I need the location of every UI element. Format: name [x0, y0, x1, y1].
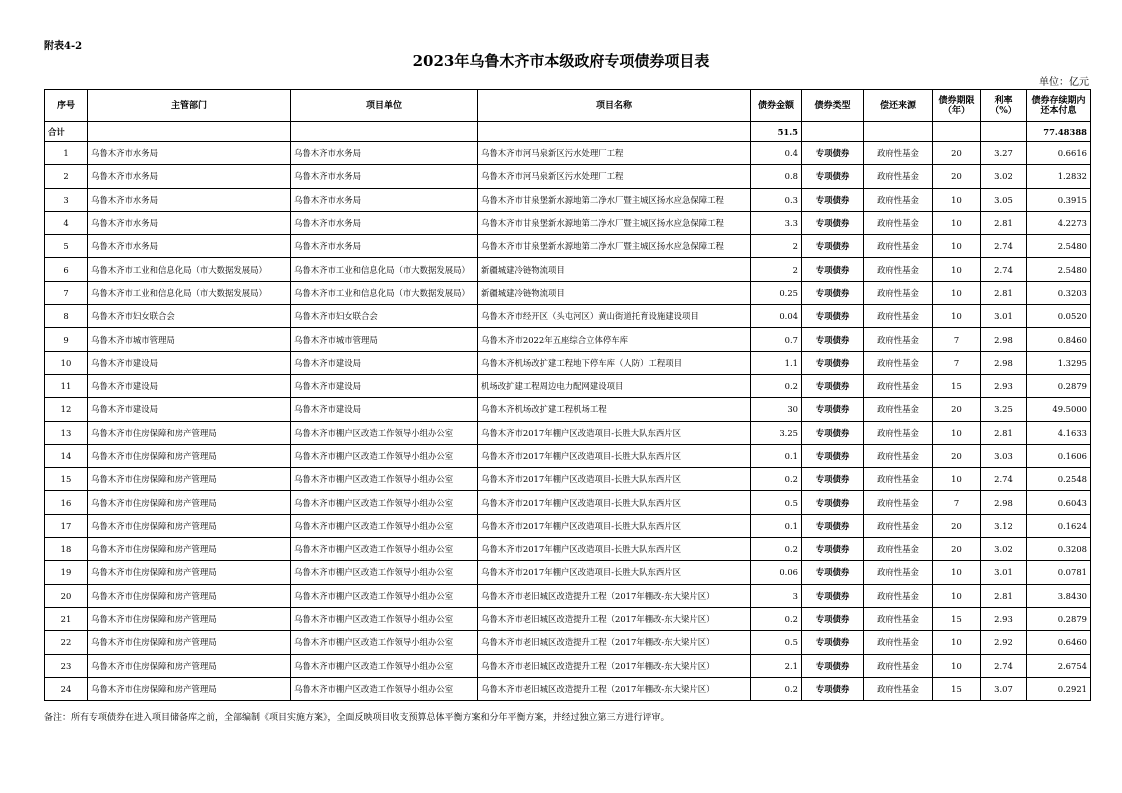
cell-dept: 乌鲁木齐市住房保障和房产管理局	[88, 677, 291, 700]
cell-amount: 0.5	[751, 491, 802, 514]
cell-repay: 2.5480	[1027, 258, 1091, 281]
header-name: 项目名称	[478, 90, 751, 122]
cell-seq: 20	[45, 584, 88, 607]
cell-name: 乌鲁木齐市2017年棚户区改造项目-长胜大队东西片区	[478, 421, 751, 444]
cell-amount: 0.1	[751, 444, 802, 467]
cell-name: 乌鲁木齐市老旧城区改造提升工程（2017年棚改-东大梁片区）	[478, 631, 751, 654]
cell-seq: 21	[45, 607, 88, 630]
header-amount: 债券金额	[751, 90, 802, 122]
cell-seq: 10	[45, 351, 88, 374]
cell-dept: 乌鲁木齐市建设局	[88, 398, 291, 421]
cell-rate: 3.07	[981, 677, 1027, 700]
cell-seq: 18	[45, 538, 88, 561]
cell-type: 专项债券	[802, 677, 864, 700]
cell-name: 新疆城建冷链物流项目	[478, 281, 751, 304]
cell-seq: 2	[45, 165, 88, 188]
cell-type: 专项债券	[802, 188, 864, 211]
cell-term: 10	[933, 631, 981, 654]
cell-repay: 0.0520	[1027, 305, 1091, 328]
cell-seq: 24	[45, 677, 88, 700]
cell-repay: 0.3208	[1027, 538, 1091, 561]
cell-source: 政府性基金	[864, 281, 933, 304]
cell-term: 20	[933, 398, 981, 421]
cell-source: 政府性基金	[864, 538, 933, 561]
cell-term: 20	[933, 538, 981, 561]
total-label: 合计	[45, 122, 88, 142]
cell-type: 专项债券	[802, 491, 864, 514]
cell-repay: 0.2548	[1027, 468, 1091, 491]
cell-unit: 乌鲁木齐市棚户区改造工作领导小组办公室	[291, 421, 478, 444]
cell-repay: 3.8430	[1027, 584, 1091, 607]
cell-seq: 5	[45, 235, 88, 258]
cell-source: 政府性基金	[864, 398, 933, 421]
cell-name: 乌鲁木齐市2017年棚户区改造项目-长胜大队东西片区	[478, 514, 751, 537]
cell-repay: 49.5000	[1027, 398, 1091, 421]
cell-type: 专项债券	[802, 584, 864, 607]
footnote: 备注：所有专项债券在进入项目储备库之前，全部编制《项目实施方案》，全面反映项目收支预算总体平衡方案和分年平衡方案，并经过独立第三方进行评审。	[44, 713, 670, 723]
cell-name: 乌鲁木齐市老旧城区改造提升工程（2017年棚改-东大梁片区）	[478, 607, 751, 630]
cell-amount: 3.3	[751, 211, 802, 234]
cell-amount: 2	[751, 235, 802, 258]
total-row	[45, 122, 1091, 142]
cell-type: 专项债券	[802, 561, 864, 584]
cell-amount: 0.8	[751, 165, 802, 188]
cell-seq: 17	[45, 514, 88, 537]
cell-type: 专项债券	[802, 142, 864, 165]
cell-repay: 0.2921	[1027, 677, 1091, 700]
cell-rate: 2.74	[981, 654, 1027, 677]
cell-dept: 乌鲁木齐市水务局	[88, 211, 291, 234]
cell-term: 15	[933, 677, 981, 700]
cell-source: 政府性基金	[864, 328, 933, 351]
cell-unit: 乌鲁木齐市棚户区改造工作领导小组办公室	[291, 677, 478, 700]
table-row	[45, 305, 1091, 328]
cell-name: 乌鲁木齐市2017年棚户区改造项目-长胜大队东西片区	[478, 491, 751, 514]
cell-amount: 0.04	[751, 305, 802, 328]
header-rate: 利率（%）	[981, 90, 1027, 122]
cell-seq: 6	[45, 258, 88, 281]
cell-type: 专项债券	[802, 235, 864, 258]
cell-rate: 2.81	[981, 584, 1027, 607]
cell-unit: 乌鲁木齐市妇女联合会	[291, 305, 478, 328]
cell-repay: 0.3203	[1027, 281, 1091, 304]
cell-rate: 3.01	[981, 305, 1027, 328]
cell-dept: 乌鲁木齐市水务局	[88, 165, 291, 188]
cell-seq: 15	[45, 468, 88, 491]
cell-dept: 乌鲁木齐市建设局	[88, 374, 291, 397]
table-row	[45, 374, 1091, 397]
cell-repay: 0.3915	[1027, 188, 1091, 211]
header-seq: 序号	[45, 90, 88, 122]
cell-dept: 乌鲁木齐市水务局	[88, 235, 291, 258]
cell-seq: 9	[45, 328, 88, 351]
cell-seq: 4	[45, 211, 88, 234]
cell-source: 政府性基金	[864, 561, 933, 584]
cell-name: 乌鲁木齐市经开区（头屯河区）黄山街道托育设施建设项目	[478, 305, 751, 328]
total-type	[802, 122, 864, 142]
cell-unit: 乌鲁木齐市工业和信息化局（市大数据发展局）	[291, 281, 478, 304]
cell-rate: 2.98	[981, 328, 1027, 351]
cell-rate: 2.81	[981, 281, 1027, 304]
cell-repay: 4.2273	[1027, 211, 1091, 234]
cell-term: 10	[933, 235, 981, 258]
table-row	[45, 631, 1091, 654]
cell-source: 政府性基金	[864, 491, 933, 514]
cell-term: 10	[933, 468, 981, 491]
cell-source: 政府性基金	[864, 258, 933, 281]
cell-amount: 0.2	[751, 468, 802, 491]
cell-unit: 乌鲁木齐市棚户区改造工作领导小组办公室	[291, 584, 478, 607]
cell-name: 乌鲁木齐市老旧城区改造提升工程（2017年棚改-东大梁片区）	[478, 677, 751, 700]
table-row	[45, 258, 1091, 281]
cell-repay: 0.6460	[1027, 631, 1091, 654]
cell-name: 新疆城建冷链物流项目	[478, 258, 751, 281]
cell-rate: 2.81	[981, 421, 1027, 444]
cell-term: 20	[933, 514, 981, 537]
table-row	[45, 607, 1091, 630]
cell-dept: 乌鲁木齐市工业和信息化局（市大数据发展局）	[88, 258, 291, 281]
cell-rate: 3.25	[981, 398, 1027, 421]
cell-repay: 0.0781	[1027, 561, 1091, 584]
header-dept: 主管部门	[88, 90, 291, 122]
cell-term: 10	[933, 281, 981, 304]
cell-type: 专项债券	[802, 328, 864, 351]
cell-type: 专项债券	[802, 374, 864, 397]
cell-term: 10	[933, 305, 981, 328]
cell-term: 10	[933, 258, 981, 281]
cell-rate: 2.93	[981, 374, 1027, 397]
cell-seq: 16	[45, 491, 88, 514]
cell-repay: 0.1606	[1027, 444, 1091, 467]
header-repay: 债券存续期内还本付息	[1027, 90, 1091, 122]
total-unit	[291, 122, 478, 142]
cell-repay: 2.5480	[1027, 235, 1091, 258]
cell-term: 15	[933, 607, 981, 630]
cell-term: 10	[933, 561, 981, 584]
cell-rate: 3.03	[981, 444, 1027, 467]
cell-type: 专项债券	[802, 258, 864, 281]
cell-amount: 0.25	[751, 281, 802, 304]
unit-label: 单位：亿元	[1039, 77, 1089, 88]
annex-label: 附表4-2	[44, 41, 83, 52]
cell-source: 政府性基金	[864, 351, 933, 374]
cell-amount: 0.4	[751, 142, 802, 165]
cell-dept: 乌鲁木齐市住房保障和房产管理局	[88, 607, 291, 630]
cell-term: 20	[933, 444, 981, 467]
cell-name: 乌鲁木齐市甘泉堡新水源地第二净水厂暨主城区扬水应急保障工程	[478, 211, 751, 234]
cell-name: 乌鲁木齐市老旧城区改造提升工程（2017年棚改-东大梁片区）	[478, 654, 751, 677]
cell-seq: 19	[45, 561, 88, 584]
cell-name: 乌鲁木齐市甘泉堡新水源地第二净水厂暨主城区扬水应急保障工程	[478, 188, 751, 211]
cell-dept: 乌鲁木齐市城市管理局	[88, 328, 291, 351]
cell-term: 7	[933, 351, 981, 374]
cell-repay: 2.6754	[1027, 654, 1091, 677]
cell-type: 专项债券	[802, 538, 864, 561]
cell-name: 乌鲁木齐市2017年棚户区改造项目-长胜大队东西片区	[478, 561, 751, 584]
cell-amount: 2	[751, 258, 802, 281]
cell-unit: 乌鲁木齐市棚户区改造工作领导小组办公室	[291, 607, 478, 630]
cell-dept: 乌鲁木齐市住房保障和房产管理局	[88, 468, 291, 491]
cell-seq: 7	[45, 281, 88, 304]
cell-amount: 3.25	[751, 421, 802, 444]
cell-unit: 乌鲁木齐市城市管理局	[291, 328, 478, 351]
cell-seq: 8	[45, 305, 88, 328]
cell-name: 乌鲁木齐市老旧城区改造提升工程（2017年棚改-东大梁片区）	[478, 584, 751, 607]
header-term: 债券期限（年）	[933, 90, 981, 122]
cell-term: 7	[933, 328, 981, 351]
total-amount: 51.5	[751, 122, 802, 142]
cell-unit: 乌鲁木齐市水务局	[291, 142, 478, 165]
cell-name: 乌鲁木齐市河马泉新区污水处理厂工程	[478, 165, 751, 188]
cell-amount: 0.1	[751, 514, 802, 537]
cell-dept: 乌鲁木齐市妇女联合会	[88, 305, 291, 328]
page-title: 2023年乌鲁木齐市本级政府专项债券项目表	[412, 52, 710, 70]
cell-dept: 乌鲁木齐市住房保障和房产管理局	[88, 421, 291, 444]
cell-rate: 2.74	[981, 258, 1027, 281]
cell-unit: 乌鲁木齐市水务局	[291, 211, 478, 234]
cell-repay: 0.1624	[1027, 514, 1091, 537]
cell-amount: 0.2	[751, 677, 802, 700]
cell-type: 专项债券	[802, 631, 864, 654]
cell-term: 10	[933, 211, 981, 234]
cell-source: 政府性基金	[864, 305, 933, 328]
cell-seq: 13	[45, 421, 88, 444]
cell-repay: 0.8460	[1027, 328, 1091, 351]
cell-source: 政府性基金	[864, 654, 933, 677]
cell-name: 乌鲁木齐市2017年棚户区改造项目-长胜大队东西片区	[478, 468, 751, 491]
cell-source: 政府性基金	[864, 211, 933, 234]
cell-dept: 乌鲁木齐市住房保障和房产管理局	[88, 514, 291, 537]
cell-unit: 乌鲁木齐市棚户区改造工作领导小组办公室	[291, 561, 478, 584]
cell-repay: 1.3295	[1027, 351, 1091, 374]
cell-unit: 乌鲁木齐市棚户区改造工作领导小组办公室	[291, 514, 478, 537]
cell-type: 专项债券	[802, 398, 864, 421]
cell-name: 乌鲁木齐市甘泉堡新水源地第二净水厂暨主城区扬水应急保障工程	[478, 235, 751, 258]
cell-dept: 乌鲁木齐市住房保障和房产管理局	[88, 491, 291, 514]
cell-rate: 2.98	[981, 491, 1027, 514]
cell-rate: 3.01	[981, 561, 1027, 584]
cell-source: 政府性基金	[864, 421, 933, 444]
table-row	[45, 188, 1091, 211]
cell-name: 乌鲁木齐市河马泉新区污水处理厂工程	[478, 142, 751, 165]
table-row	[45, 351, 1091, 374]
table-row	[45, 211, 1091, 234]
cell-rate: 2.92	[981, 631, 1027, 654]
cell-dept: 乌鲁木齐市工业和信息化局（市大数据发展局）	[88, 281, 291, 304]
cell-source: 政府性基金	[864, 677, 933, 700]
cell-repay: 4.1633	[1027, 421, 1091, 444]
cell-name: 乌鲁木齐机场改扩建工程地下停车库（人防）工程项目	[478, 351, 751, 374]
cell-amount: 0.2	[751, 538, 802, 561]
cell-rate: 2.81	[981, 211, 1027, 234]
cell-amount: 0.06	[751, 561, 802, 584]
cell-type: 专项债券	[802, 654, 864, 677]
cell-source: 政府性基金	[864, 188, 933, 211]
cell-source: 政府性基金	[864, 631, 933, 654]
table-row	[45, 561, 1091, 584]
cell-dept: 乌鲁木齐市住房保障和房产管理局	[88, 561, 291, 584]
cell-name: 乌鲁木齐市2017年棚户区改造项目-长胜大队东西片区	[478, 444, 751, 467]
cell-seq: 11	[45, 374, 88, 397]
cell-dept: 乌鲁木齐市住房保障和房产管理局	[88, 538, 291, 561]
cell-name: 乌鲁木齐机场改扩建工程机场工程	[478, 398, 751, 421]
table-row	[45, 142, 1091, 165]
cell-source: 政府性基金	[864, 514, 933, 537]
cell-amount: 1.1	[751, 351, 802, 374]
table-row	[45, 165, 1091, 188]
table-header-row	[45, 90, 1091, 122]
cell-type: 专项债券	[802, 305, 864, 328]
cell-amount: 0.7	[751, 328, 802, 351]
cell-rate: 3.02	[981, 538, 1027, 561]
table-row	[45, 514, 1091, 537]
cell-seq: 3	[45, 188, 88, 211]
cell-unit: 乌鲁木齐市棚户区改造工作领导小组办公室	[291, 491, 478, 514]
cell-dept: 乌鲁木齐市住房保障和房产管理局	[88, 584, 291, 607]
table-row	[45, 421, 1091, 444]
cell-name: 乌鲁木齐市2017年棚户区改造项目-长胜大队东西片区	[478, 538, 751, 561]
cell-rate: 2.98	[981, 351, 1027, 374]
table-row	[45, 444, 1091, 467]
total-name	[478, 122, 751, 142]
cell-amount: 3	[751, 584, 802, 607]
cell-source: 政府性基金	[864, 607, 933, 630]
cell-unit: 乌鲁木齐市水务局	[291, 165, 478, 188]
cell-type: 专项债券	[802, 211, 864, 234]
total-repay: 77.48388	[1027, 122, 1091, 142]
cell-term: 15	[933, 374, 981, 397]
cell-repay: 0.6043	[1027, 491, 1091, 514]
cell-unit: 乌鲁木齐市建设局	[291, 398, 478, 421]
cell-rate: 2.74	[981, 468, 1027, 491]
cell-term: 10	[933, 188, 981, 211]
cell-dept: 乌鲁木齐市住房保障和房产管理局	[88, 654, 291, 677]
cell-unit: 乌鲁木齐市建设局	[291, 374, 478, 397]
cell-amount: 0.3	[751, 188, 802, 211]
table-row	[45, 398, 1091, 421]
table-row	[45, 538, 1091, 561]
cell-dept: 乌鲁木齐市住房保障和房产管理局	[88, 631, 291, 654]
cell-seq: 23	[45, 654, 88, 677]
cell-type: 专项债券	[802, 514, 864, 537]
cell-amount: 0.2	[751, 374, 802, 397]
cell-unit: 乌鲁木齐市建设局	[291, 351, 478, 374]
total-source	[864, 122, 933, 142]
table-row	[45, 654, 1091, 677]
table-row	[45, 677, 1091, 700]
cell-seq: 12	[45, 398, 88, 421]
header-source: 偿还来源	[864, 90, 933, 122]
cell-rate: 3.02	[981, 165, 1027, 188]
cell-type: 专项债券	[802, 281, 864, 304]
header-type: 债券类型	[802, 90, 864, 122]
cell-source: 政府性基金	[864, 374, 933, 397]
cell-repay: 0.6616	[1027, 142, 1091, 165]
cell-unit: 乌鲁木齐市棚户区改造工作领导小组办公室	[291, 444, 478, 467]
cell-rate: 3.27	[981, 142, 1027, 165]
cell-unit: 乌鲁木齐市棚户区改造工作领导小组办公室	[291, 468, 478, 491]
table-row	[45, 235, 1091, 258]
cell-term: 20	[933, 142, 981, 165]
cell-rate: 3.12	[981, 514, 1027, 537]
cell-seq: 22	[45, 631, 88, 654]
cell-dept: 乌鲁木齐市水务局	[88, 142, 291, 165]
table-row	[45, 584, 1091, 607]
cell-unit: 乌鲁木齐市工业和信息化局（市大数据发展局）	[291, 258, 478, 281]
cell-type: 专项债券	[802, 165, 864, 188]
cell-source: 政府性基金	[864, 142, 933, 165]
table-row	[45, 468, 1091, 491]
cell-amount: 30	[751, 398, 802, 421]
cell-source: 政府性基金	[864, 584, 933, 607]
cell-name: 机场改扩建工程周边电力配网建设项目	[478, 374, 751, 397]
cell-type: 专项债券	[802, 421, 864, 444]
cell-unit: 乌鲁木齐市棚户区改造工作领导小组办公室	[291, 654, 478, 677]
cell-amount: 0.5	[751, 631, 802, 654]
bond-project-table	[44, 89, 1091, 701]
cell-rate: 2.93	[981, 607, 1027, 630]
cell-seq: 14	[45, 444, 88, 467]
cell-amount: 0.2	[751, 607, 802, 630]
cell-type: 专项债券	[802, 468, 864, 491]
cell-dept: 乌鲁木齐市住房保障和房产管理局	[88, 444, 291, 467]
cell-rate: 3.05	[981, 188, 1027, 211]
table-row	[45, 281, 1091, 304]
cell-term: 20	[933, 165, 981, 188]
total-dept	[88, 122, 291, 142]
cell-repay: 1.2832	[1027, 165, 1091, 188]
table-row	[45, 491, 1091, 514]
cell-source: 政府性基金	[864, 444, 933, 467]
cell-type: 专项债券	[802, 607, 864, 630]
total-rate	[981, 122, 1027, 142]
header-unit: 项目单位	[291, 90, 478, 122]
cell-type: 专项债券	[802, 444, 864, 467]
cell-term: 10	[933, 654, 981, 677]
cell-amount: 2.1	[751, 654, 802, 677]
cell-rate: 2.74	[981, 235, 1027, 258]
cell-seq: 1	[45, 142, 88, 165]
cell-source: 政府性基金	[864, 165, 933, 188]
total-term	[933, 122, 981, 142]
cell-term: 10	[933, 421, 981, 444]
table-row	[45, 328, 1091, 351]
cell-dept: 乌鲁木齐市建设局	[88, 351, 291, 374]
cell-unit: 乌鲁木齐市水务局	[291, 188, 478, 211]
cell-unit: 乌鲁木齐市水务局	[291, 235, 478, 258]
cell-dept: 乌鲁木齐市水务局	[88, 188, 291, 211]
cell-term: 10	[933, 584, 981, 607]
cell-unit: 乌鲁木齐市棚户区改造工作领导小组办公室	[291, 538, 478, 561]
cell-unit: 乌鲁木齐市棚户区改造工作领导小组办公室	[291, 631, 478, 654]
cell-type: 专项债券	[802, 351, 864, 374]
cell-source: 政府性基金	[864, 468, 933, 491]
cell-name: 乌鲁木齐市2022年五座综合立体停车库	[478, 328, 751, 351]
cell-source: 政府性基金	[864, 235, 933, 258]
cell-repay: 0.2879	[1027, 607, 1091, 630]
cell-repay: 0.2879	[1027, 374, 1091, 397]
cell-term: 7	[933, 491, 981, 514]
